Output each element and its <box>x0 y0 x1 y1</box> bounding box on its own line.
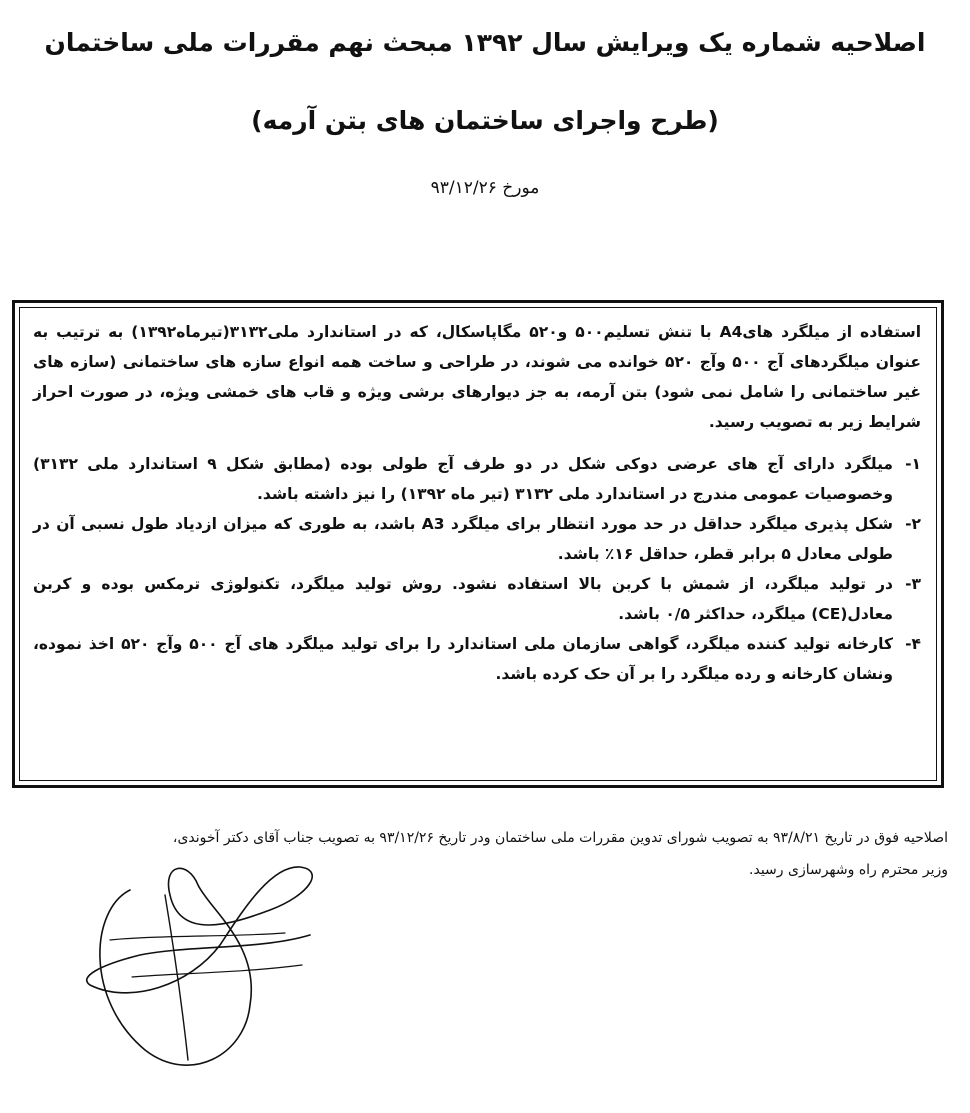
condition-item-4 <box>33 629 921 689</box>
condition-item-3 <box>33 569 921 629</box>
footer-line-2: وزیر محترم راه وشهرسازی رسید. <box>749 862 948 878</box>
document-title: اصلاحیه شماره یک ویرایش سال ۱۳۹۲ مبحث نهم مقررات ملی ساختمان <box>44 28 926 57</box>
condition-text: کارخانه تولید کننده میلگرد، گواهی سازمان ملی استاندارد را برای تولید میلگرد های آج ۵۰۰ وآج ۵۲۰ اخذ نموده، ونشان کارخانه و رده میلگرد را بر آن حک کرده باشد. <box>33 635 893 683</box>
condition-number: ۲- <box>905 515 921 533</box>
condition-text: میلگرد دارای آج های عرضی دوکی شکل در دو طرف آج طولی بوده (مطابق شکل ۹ استاندارد ملی ۳۱۳۲) وخصوصیات عمومی مندرج در استاندارد ملی ۳۱۳۲ (تیر ماه ۱۳۹۲) را نیز داشته باشد. <box>33 455 893 503</box>
approval-box <box>12 300 944 788</box>
document-date: مورخ ۹۳/۱۲/۲۶ <box>430 178 540 198</box>
condition-number: ۴- <box>905 635 921 653</box>
handwritten-signature <box>70 855 340 1075</box>
condition-text: شکل پذیری میلگرد حداقل در حد مورد انتظار برای میلگرد A3 باشد، به طوری که میزان ازدیاد طول نسبی آن در طولی معادل ۵ برابر قطر، حداقل ۱۶٪ باشد. <box>33 515 893 563</box>
condition-item-2 <box>33 509 921 569</box>
condition-number: ۱- <box>905 455 921 473</box>
approval-intro-paragraph: استفاده از میلگرد هایA4 با تنش تسلیم۵۰۰ و۵۲۰ مگاپاسکال، که در استاندارد ملی۳۱۳۲(تیرماه۱۳۹۲) به ترتیب به عنوان میلگردهای آج ۵۰۰ وآج ۵۲۰ خوانده می شوند، در طراحی و ساخت همه انواع سازه های ساختمانی (سازه های غیر ساختمانی را شامل نمی شود) بتن آرمه، به جز دیوارهای برشی ویژه و قاب های خمشی ویژه، در صورت احراز شرایط زیر به تصویب رسید. <box>33 323 922 431</box>
footer-line-1: اصلاحیه فوق در تاریخ ۹۳/۸/۲۱ به تصویب شورای تدوین مقررات ملی ساختمان ودر تاریخ ۹۳/۱۲/۲۶ به تصویب جناب آقای دکتر آخوندی، <box>172 830 948 846</box>
condition-number: ۳- <box>905 575 921 593</box>
document-subtitle: (طرح واجرای ساختمان های بتن آرمه) <box>251 106 719 135</box>
condition-text: در تولید میلگرد، از شمش با کربن بالا استفاده نشود. روش تولید میلگرد، تکنولوژی ترمکس بوده و کربن معادل(CE) میلگرد، حداکثر ۰/۵ باشد. <box>33 575 893 623</box>
condition-item-1 <box>33 449 921 509</box>
approval-box-content <box>33 317 921 689</box>
